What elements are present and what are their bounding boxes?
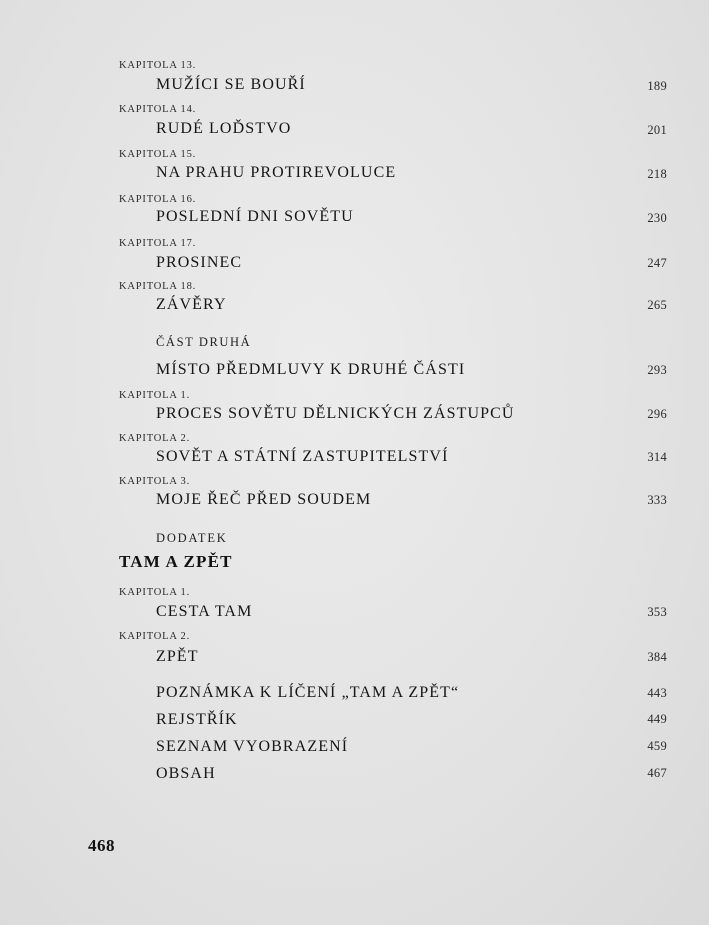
page-number: 333	[647, 493, 667, 507]
chapter-title: MUŽÍCI SE BOUŘÍ	[156, 76, 306, 93]
page-number: 384	[647, 650, 667, 664]
chapter-label: KAPITOLA 15.	[119, 149, 197, 160]
chapter-label: KAPITOLA 1.	[119, 390, 191, 401]
appendix-label: DODATEK	[156, 531, 228, 545]
chapter-title: POSLEDNÍ DNI SOVĚTU	[156, 208, 354, 225]
appendix-title: TAM A ZPĚT	[119, 552, 233, 571]
chapter-title: PROCES SOVĚTU DĚLNICKÝCH ZÁSTUPCŮ	[156, 405, 515, 422]
intro-title: MÍSTO PŘEDMLUVY K DRUHÉ ČÁSTI	[156, 361, 466, 378]
page-number: 353	[647, 605, 667, 619]
chapter-label: KAPITOLA 2.	[119, 631, 191, 642]
chapter-title: PROSINEC	[156, 254, 243, 271]
chapter-label: KAPITOLA 14.	[119, 104, 197, 115]
page-number: 218	[647, 167, 667, 181]
page-number: 247	[647, 256, 667, 270]
page-number: 459	[647, 739, 667, 753]
page-number: 467	[647, 766, 667, 780]
chapter-label: KAPITOLA 18.	[119, 281, 197, 292]
chapter-title: ZPĚT	[156, 648, 199, 665]
chapter-label: KAPITOLA 2.	[119, 433, 191, 444]
chapter-title: ZÁVĚRY	[156, 296, 227, 313]
chapter-title: CESTA TAM	[156, 603, 253, 620]
back-matter-title: OBSAH	[156, 765, 216, 782]
page-number: 296	[647, 407, 667, 421]
page-number: 189	[647, 79, 667, 93]
page-folio: 468	[88, 836, 115, 855]
back-matter-title: POZNÁMKA K LÍČENÍ „TAM A ZPĚT“	[156, 684, 460, 701]
page-number: 314	[647, 450, 667, 464]
chapter-title: RUDÉ LOĎSTVO	[156, 120, 292, 137]
part-heading: ČÁST DRUHÁ	[156, 335, 252, 349]
chapter-label: KAPITOLA 16.	[119, 194, 197, 205]
chapter-title: SOVĚT A STÁTNÍ ZASTUPITELSTVÍ	[156, 448, 449, 465]
chapter-title: MOJE ŘEČ PŘED SOUDEM	[156, 491, 372, 508]
page-number: 230	[647, 211, 667, 225]
page-number: 443	[647, 686, 667, 700]
chapter-label: KAPITOLA 17.	[119, 238, 197, 249]
page-number: 265	[647, 298, 667, 312]
chapter-title: NA PRAHU PROTIREVOLUCE	[156, 164, 397, 181]
back-matter-title: SEZNAM VYOBRAZENÍ	[156, 738, 349, 755]
page-number: 449	[647, 712, 667, 726]
chapter-label: KAPITOLA 3.	[119, 476, 191, 487]
page-number: 201	[647, 123, 667, 137]
chapter-label: KAPITOLA 1.	[119, 587, 191, 598]
chapter-label: KAPITOLA 13.	[119, 60, 197, 71]
back-matter-title: REJSTŘÍK	[156, 711, 238, 728]
page-number: 293	[647, 363, 667, 377]
